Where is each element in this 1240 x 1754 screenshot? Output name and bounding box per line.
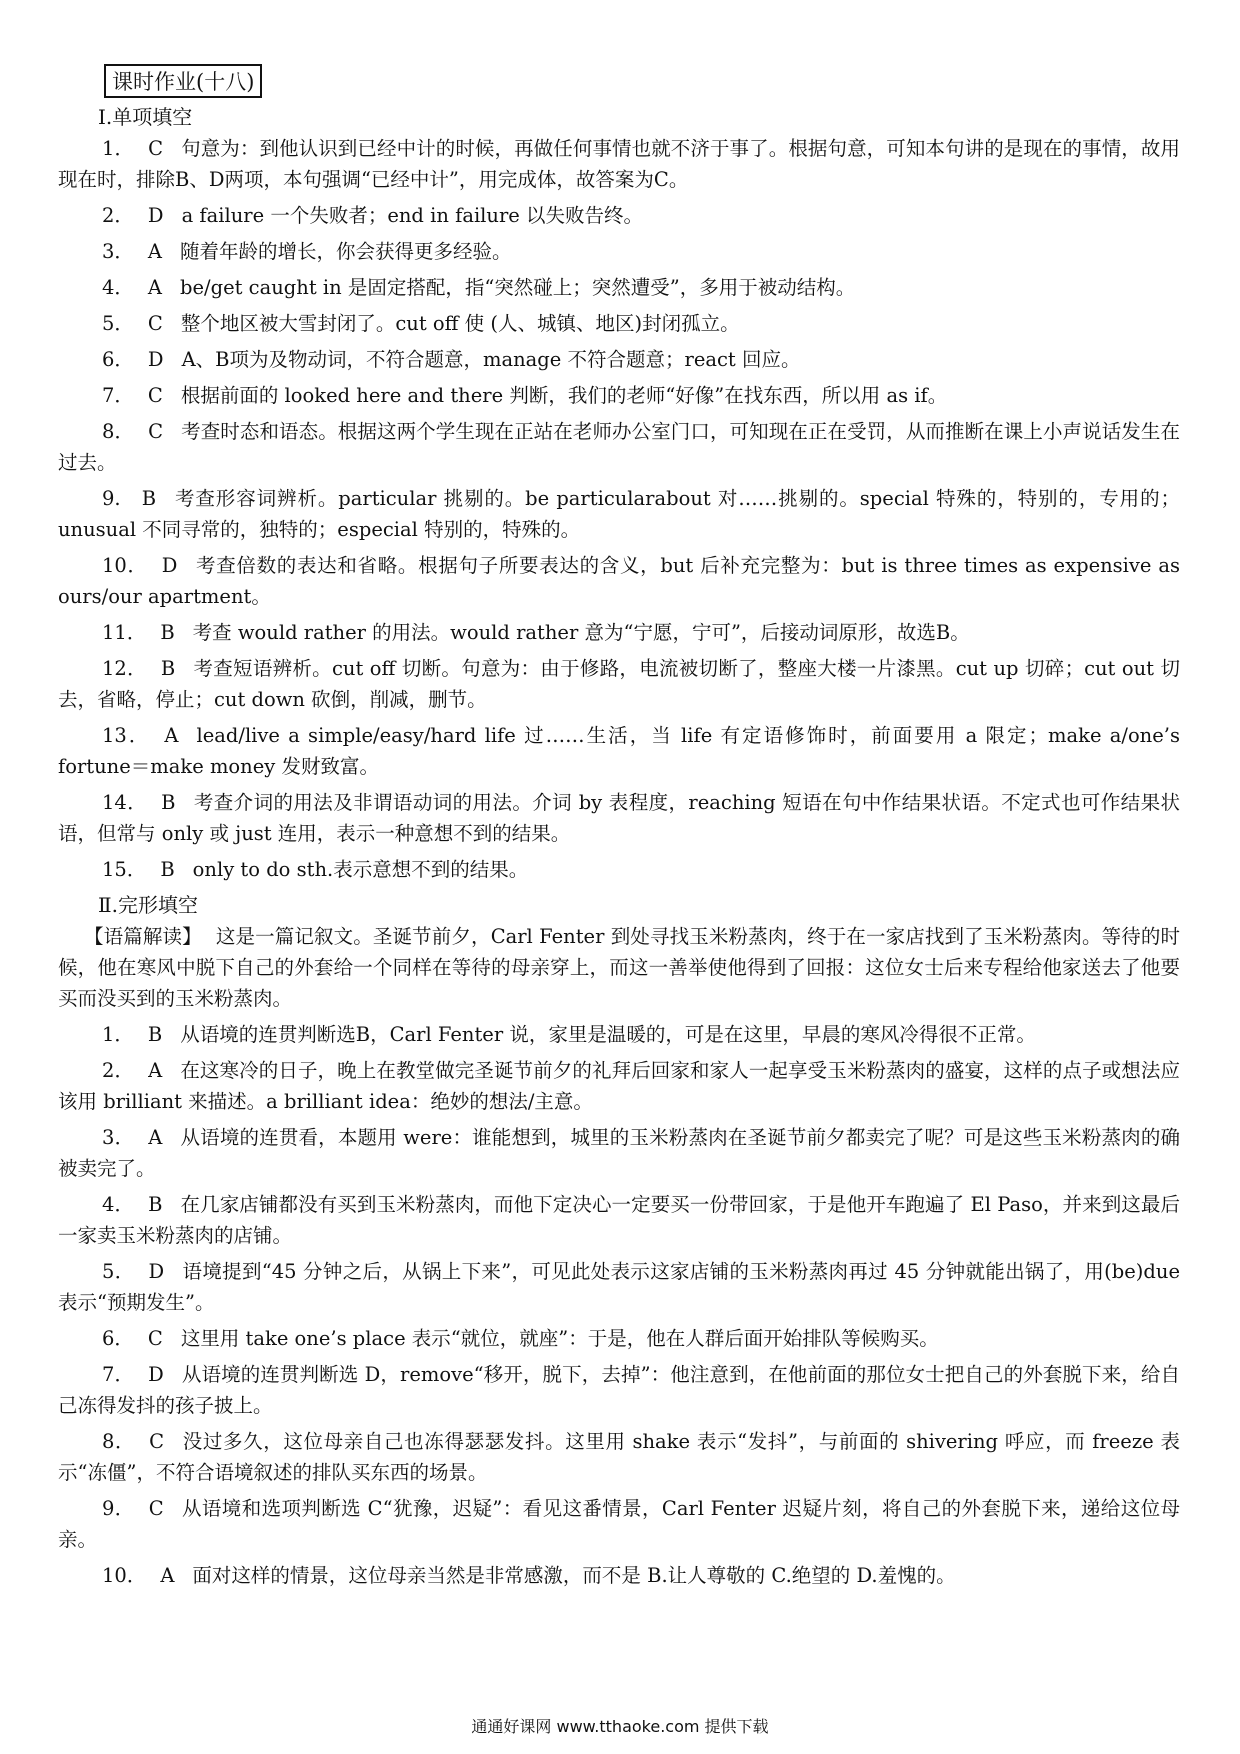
item-number: 4． bbox=[102, 1193, 135, 1216]
item-answer: B bbox=[148, 1193, 163, 1216]
answer-item bbox=[58, 416, 1180, 478]
passage-intro bbox=[58, 921, 1180, 1014]
item-number: 5． bbox=[102, 1260, 135, 1283]
item-number: 7． bbox=[102, 1363, 135, 1386]
answer-item bbox=[58, 1359, 1180, 1421]
item-number: 13． bbox=[102, 724, 151, 747]
item-answer: B bbox=[141, 487, 157, 510]
intro-text: 这是一篇记叙文。圣诞节前夕，Carl Fenter 到处寻找玉米粉蒸肉，终于在一家店找到了玉米粉蒸肉。等待的时候，他在寒风中脱下自己的外套给一个同样在等待的母亲穿上，而这一善举使他得到了回报：这位女士后来专程给他家送去了他要买而没买到的玉米粉蒸肉。 bbox=[58, 925, 1180, 1010]
item-explanation: 考查介词的用法及非谓语动词的用法。介词 by 表程度，reaching 短语在句中作结果状语。不定式也可作结果状语，但常与 only 或 just 连用，表示一种意想不到的结果。 bbox=[58, 791, 1180, 845]
answer-item bbox=[58, 787, 1180, 849]
item-explanation: 考查短语辨析。cut off 切断。句意为：由于修路，电流被切断了，整座大楼一片漆黑。cut up 切碎；cut out 切去，省略，停止；cut down 砍倒，削减，删节。 bbox=[58, 657, 1180, 711]
item-number: 4． bbox=[102, 276, 134, 299]
item-answer: D bbox=[147, 348, 164, 371]
item-number: 12． bbox=[102, 657, 147, 680]
item-number: 2． bbox=[102, 204, 134, 227]
item-answer: C bbox=[147, 312, 163, 335]
answer-item bbox=[58, 133, 1180, 195]
answer-item bbox=[58, 854, 1180, 885]
item-explanation: 从语境和选项判断选 C“犹豫，迟疑”：看见这番情景，Carl Fenter 迟疑片刻，将自己的外套脱下来，递给这位母亲。 bbox=[58, 1497, 1180, 1551]
item-number: 8． bbox=[102, 1430, 136, 1453]
item-explanation: be/get caught in 是固定搭配，指“突然碰上；突然遭受”，多用于被动结构。 bbox=[180, 276, 856, 299]
answer-item bbox=[58, 483, 1180, 545]
answer-list bbox=[58, 133, 1180, 885]
item-explanation: A、B项为及物动词，不符合题意，manage 不符合题意；react 回应。 bbox=[181, 348, 801, 371]
answer-item bbox=[58, 1055, 1180, 1117]
item-answer: B bbox=[147, 1023, 163, 1046]
page-title: 课时作业(十八) bbox=[104, 64, 262, 98]
item-explanation: 随着年龄的增长，你会获得更多经验。 bbox=[180, 240, 512, 263]
item-answer: D bbox=[148, 1260, 165, 1283]
section-cloze bbox=[58, 890, 1180, 1591]
item-explanation: 考查时态和语态。根据这两个学生现在正站在老师办公室门口，可知现在正在受罚，从而推断在课上小声说话发生在过去。 bbox=[58, 420, 1180, 474]
section-single-choice bbox=[58, 102, 1180, 885]
item-number: 9. bbox=[102, 487, 128, 510]
answer-item bbox=[58, 550, 1180, 612]
item-explanation: 面对这样的情景，这位母亲当然是非常感激，而不是 B.让人尊敬的 C.绝望的 D.羞愧的。 bbox=[192, 1564, 956, 1587]
item-explanation: lead/live a simple/easy/hard life 过……生活，当 life 有定语修饰时，前面要用 a 限定；make a/one’s fortune＝make money 发财致富。 bbox=[58, 724, 1180, 778]
item-answer: A bbox=[148, 1059, 163, 1082]
item-explanation: 从语境的连贯看，本题用 were：谁能想到，城里的玉米粉蒸肉在圣诞节前夕都卖完了呢？可是这些玉米粉蒸肉的确被卖完了。 bbox=[58, 1126, 1180, 1180]
answer-item bbox=[58, 1426, 1180, 1488]
item-number: 3． bbox=[102, 1126, 135, 1149]
answer-item bbox=[58, 200, 1180, 231]
answer-item bbox=[58, 1323, 1180, 1354]
item-answer: A bbox=[164, 724, 179, 747]
item-answer: C bbox=[148, 420, 164, 443]
item-answer: A bbox=[147, 240, 163, 263]
answer-item bbox=[58, 344, 1180, 375]
item-answer: A bbox=[160, 1564, 175, 1587]
answer-item bbox=[58, 617, 1180, 648]
item-explanation: 整个地区被大雪封闭了。cut off 使 (人、城镇、地区)封闭孤立。 bbox=[180, 312, 740, 335]
item-explanation: 语境提到“45 分钟之后，从锅上下来”，可见此处表示这家店铺的玉米粉蒸肉再过 45 分钟就能出锅了，用(be)due 表示“预期发生”。 bbox=[58, 1260, 1180, 1314]
item-explanation: 根据前面的 looked here and there 判断，我们的老师“好像”在找东西，所以用 as if。 bbox=[180, 384, 948, 407]
item-explanation: 考查 would rather 的用法。would rather 意为“宁愿，宁可”，后接动词原形，故选B。 bbox=[192, 621, 970, 644]
answer-item bbox=[58, 236, 1180, 267]
answer-list bbox=[58, 1019, 1180, 1591]
item-answer: D bbox=[147, 204, 164, 227]
item-explanation: 在几家店铺都没有买到玉米粉蒸肉，而他下定决心一定要买一份带回家，于是他开车跑遍了 El Paso，并来到这最后一家卖玉米粉蒸肉的店铺。 bbox=[58, 1193, 1180, 1247]
item-answer: A bbox=[148, 1126, 163, 1149]
item-explanation: 从语境的连贯判断选B，Carl Fenter 说，家里是温暖的，可是在这里，早晨的寒风冷得很不正常。 bbox=[180, 1023, 1036, 1046]
item-explanation: 句意为：到他认识到已经中计的时候，再做任何事情也就不济于事了。根据句意，可知本句讲的是现在的事情，故用现在时，排除B、D两项，本句强调“已经中计”，用完成体，故答案为C。 bbox=[58, 137, 1180, 191]
item-answer: D bbox=[148, 1363, 164, 1386]
section-heading: Ⅰ.单项填空 bbox=[98, 105, 193, 129]
item-number: 5． bbox=[102, 312, 134, 335]
item-explanation: 考查形容词辨析。particular 挑剔的。be particularabout 对……挑剔的。special 特殊的，特别的，专用的；unusual 不同寻常的，独特的；especial 特别的，特殊的。 bbox=[58, 487, 1180, 541]
item-explanation: 在这寒冷的日子，晚上在教堂做完圣诞节前夕的礼拜后回家和家人一起享受玉米粉蒸肉的盛宴，这样的点子或想法应该用 brilliant 来描述。a brilliant idea：绝妙的想法/主意。 bbox=[58, 1059, 1180, 1113]
item-answer: B bbox=[160, 621, 175, 644]
intro-label: 【语篇解读】 bbox=[84, 925, 202, 948]
item-answer: B bbox=[160, 858, 175, 881]
item-explanation: 考查倍数的表达和省略。根据句子所要表达的含义，but 后补充完整为：but is three times as expensive as ours/our apartment。 bbox=[58, 554, 1180, 608]
item-answer: C bbox=[147, 1327, 163, 1350]
document-page bbox=[58, 64, 1180, 1596]
answer-item bbox=[58, 1189, 1180, 1251]
item-number: 3． bbox=[102, 240, 134, 263]
item-answer: C bbox=[148, 137, 164, 160]
item-number: 1． bbox=[102, 1023, 134, 1046]
answer-item bbox=[58, 1493, 1180, 1555]
item-answer: C bbox=[149, 1430, 165, 1453]
section-heading: Ⅱ.完形填空 bbox=[98, 893, 198, 917]
item-explanation: a failure 一个失败者；end in failure 以失败告终。 bbox=[181, 204, 644, 227]
item-number: 10． bbox=[102, 554, 148, 577]
item-answer: B bbox=[160, 657, 176, 680]
answer-item bbox=[58, 1122, 1180, 1184]
answer-item bbox=[58, 272, 1180, 303]
item-answer: D bbox=[161, 554, 178, 577]
answer-item bbox=[58, 1256, 1180, 1318]
item-number: 8． bbox=[102, 420, 135, 443]
answer-item bbox=[58, 653, 1180, 715]
answer-item bbox=[58, 1019, 1180, 1050]
item-number: 1． bbox=[102, 137, 135, 160]
item-number: 15． bbox=[102, 858, 147, 881]
item-explanation: 从语境的连贯判断选 D，remove“移开，脱下，去掉”：他注意到，在他前面的那位女士把自己的外套脱下来，给自己冻得发抖的孩子披上。 bbox=[58, 1363, 1180, 1417]
answer-item bbox=[58, 720, 1180, 782]
item-explanation: 没过多久，这位母亲自己也冻得瑟瑟发抖。这里用 shake 表示“发抖”，与前面的 shivering 呼应，而 freeze 表示“冻僵”，不符合语境叙述的排队买东西的场景。 bbox=[58, 1430, 1180, 1484]
item-answer: A bbox=[147, 276, 163, 299]
item-number: 10． bbox=[102, 1564, 147, 1587]
item-answer: C bbox=[147, 384, 163, 407]
item-number: 9． bbox=[102, 1497, 135, 1520]
item-number: 6． bbox=[102, 348, 134, 371]
item-number: 7． bbox=[102, 384, 134, 407]
item-number: 11． bbox=[102, 621, 147, 644]
answer-item bbox=[58, 308, 1180, 339]
item-explanation: 这里用 take one’s place 表示“就位，就座”：于是，他在人群后面开始排队等候购买。 bbox=[180, 1327, 939, 1350]
item-explanation: only to do sth.表示意想不到的结果。 bbox=[192, 858, 529, 881]
answer-item bbox=[58, 1560, 1180, 1591]
item-answer: C bbox=[148, 1497, 164, 1520]
item-number: 6． bbox=[102, 1327, 134, 1350]
item-number: 2． bbox=[102, 1059, 135, 1082]
answer-item bbox=[58, 380, 1180, 411]
page-footer: 通通好课网 www.tthaoke.com 提供下载 bbox=[471, 1717, 769, 1736]
item-answer: B bbox=[161, 791, 176, 814]
item-number: 14． bbox=[102, 791, 148, 814]
